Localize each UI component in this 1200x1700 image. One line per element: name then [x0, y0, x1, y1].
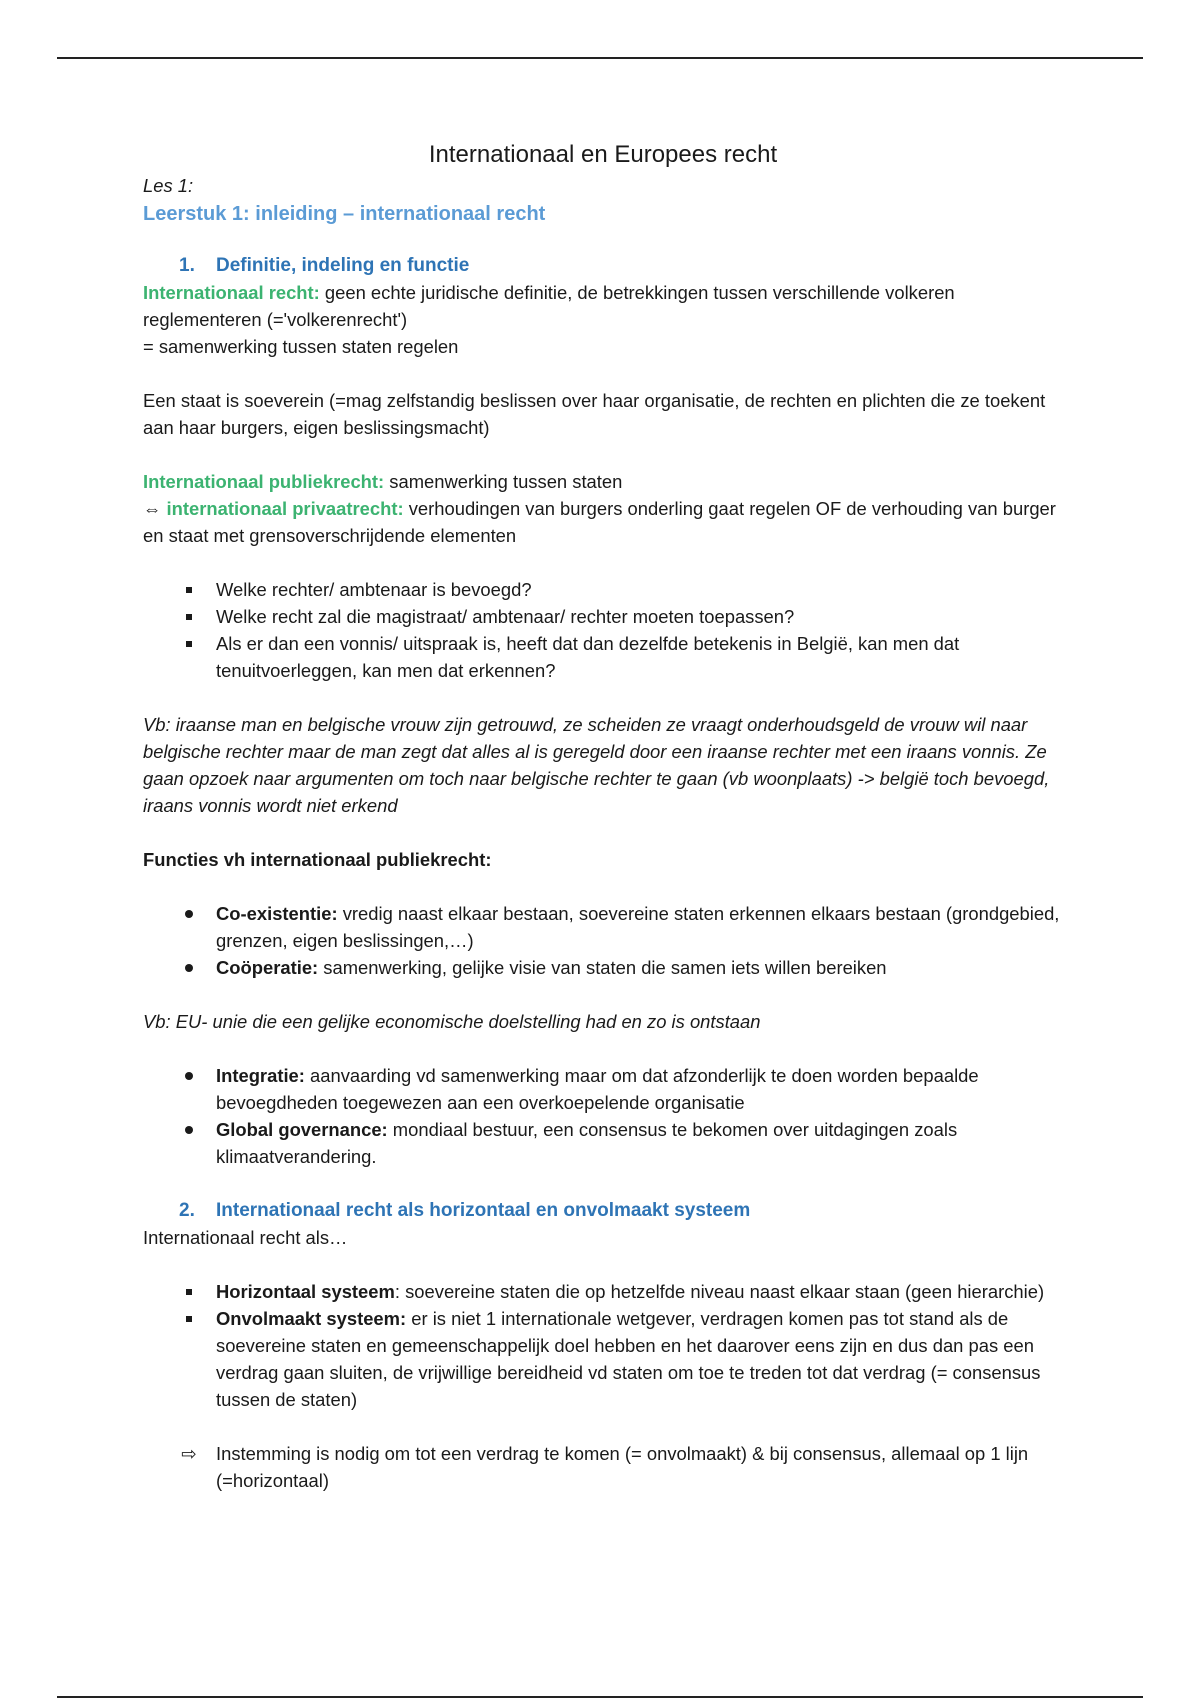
square-bullet-icon — [186, 614, 192, 620]
publiekrecht-term: Internationaal publiekrecht: — [143, 471, 385, 492]
privaatrecht-paragraph — [143, 495, 1063, 549]
arrow-bullet-icon: ⇨ — [181, 1443, 197, 1464]
section-2-intro: Internationaal recht als… — [143, 1227, 348, 1248]
systems-list — [143, 1278, 1063, 1413]
round-bullet-icon — [185, 1072, 193, 1080]
conclusion-list — [143, 1440, 1063, 1494]
list-item: Welke rechter/ ambtenaar is bevoegd? — [143, 576, 1063, 603]
square-bullet-icon — [186, 1289, 192, 1295]
square-bullet-icon — [186, 1316, 192, 1322]
publiekrecht-paragraph — [143, 468, 1063, 495]
privaatrecht-text: verhoudingen van burgers onderling gaat regelen OF de verhouding van burger en staat met grensoverschrijdende elementen — [143, 498, 1056, 546]
document-title: Internationaal en Europees recht — [428, 141, 778, 168]
list-item — [143, 1440, 1063, 1494]
section-2-title: Internationaal recht als horizontaal en onvolmaakt systeem — [216, 1200, 751, 1221]
list-item: Welke recht zal die magistraat/ ambtenaar/ rechter moeten toepassen? — [143, 603, 1063, 630]
list-item: Integratie: aanvaarding vd samenwerking maar om dat afzonderlijk te doen worden bepaalde bevoegdheden toegewezen aan een overkoepelende organisatie — [143, 1062, 1063, 1116]
leerstuk-heading: Leerstuk 1: inleiding – internationaal recht — [143, 203, 546, 225]
header-rule — [57, 57, 1143, 59]
square-bullet-icon — [186, 587, 192, 593]
document-body — [143, 140, 1063, 1494]
list-item: Global governance: mondiaal bestuur, een consensus te bekomen over uitdagingen zoals klimaatverandering. — [143, 1116, 1063, 1170]
questions-list — [143, 576, 1063, 684]
functies-heading: Functies vh internationaal publiekrecht: — [143, 849, 492, 870]
functies-list-b — [143, 1062, 1063, 1170]
lesson-label: Les 1: — [143, 175, 194, 196]
list-item: Onvolmaakt systeem: er is niet 1 internationale wetgever, verdragen komen pas tot stand als de soevereine staten en gemeenschappelijk doel hebben en het daarover eens zijn en dus dan pas een verdrag gaan sluiten, de vrijwillige bereidheid vd staten om toe te treden tot dat verdrag (= consensus tussen de staten) — [143, 1305, 1063, 1413]
section-2-number: 2. — [179, 1200, 195, 1221]
double-arrow-icon: ⇔ — [143, 498, 162, 519]
privaatrecht-term: internationaal privaatrecht: — [161, 498, 404, 519]
conclusion-text: Instemming is nodig om tot een verdrag te komen (= onvolmaakt) & bij consensus, allemaal op 1 lijn (=horizontaal) — [216, 1443, 1029, 1491]
section-1-title: Definitie, indeling en functie — [216, 255, 470, 276]
example-2: Vb: EU- unie die een gelijke economische doelstelling had en zo is ontstaan — [143, 1011, 761, 1032]
footer-rule — [57, 1696, 1143, 1698]
round-bullet-icon — [185, 1126, 193, 1134]
list-item: Als er dan een vonnis/ uitspraak is, heeft dat dan dezelfde betekenis in België, kan men dat tenuitvoerleggen, kan men dat erkennen? — [143, 630, 1063, 684]
definition-term: Internationaal recht: — [143, 282, 320, 303]
square-bullet-icon — [186, 641, 192, 647]
definition-line-2: = samenwerking tussen staten regelen — [143, 336, 459, 357]
example-1: Vb: iraanse man en belgische vrouw zijn getrouwd, ze scheiden ze vraagt onderhoudsgeld de vrouw wil naar belgische rechter maar de man zegt dat alles al is geregeld door een iraanse rechter met een iraans vonnis. Ze gaan opzoek naar argumenten om toch naar belgische rechter te gaan (vb woonplaats) -> belgië toch bevoegd, iraans vonnis wordt niet erkend — [143, 714, 1050, 816]
section-2-heading — [143, 1197, 1063, 1224]
section-1-heading — [143, 252, 1063, 279]
list-item: Co-existentie: vredig naast elkaar bestaan, soevereine staten erkennen elkaars bestaan (grondgebied, grenzen, eigen beslissingen,…) — [143, 900, 1063, 954]
definition-paragraph — [143, 279, 1063, 333]
section-1-number: 1. — [179, 255, 195, 276]
round-bullet-icon — [185, 910, 193, 918]
round-bullet-icon — [185, 964, 193, 972]
functies-list-a — [143, 900, 1063, 981]
list-item: Coöperatie: samenwerking, gelijke visie van staten die samen iets willen bereiken — [143, 954, 1063, 981]
soeverein-paragraph: Een staat is soeverein (=mag zelfstandig beslissen over haar organisatie, de rechten en plichten die ze toekent aan haar burgers, eigen beslissingsmacht) — [143, 390, 1046, 438]
publiekrecht-text: samenwerking tussen staten — [384, 471, 623, 492]
list-item: Horizontaal systeem: soevereine staten die op hetzelfde niveau naast elkaar staan (geen hierarchie) — [143, 1278, 1063, 1305]
definition-text: geen echte juridische definitie, de betrekkingen tussen verschillende volkeren reglementeren (='volkerenrecht') — [143, 282, 955, 330]
